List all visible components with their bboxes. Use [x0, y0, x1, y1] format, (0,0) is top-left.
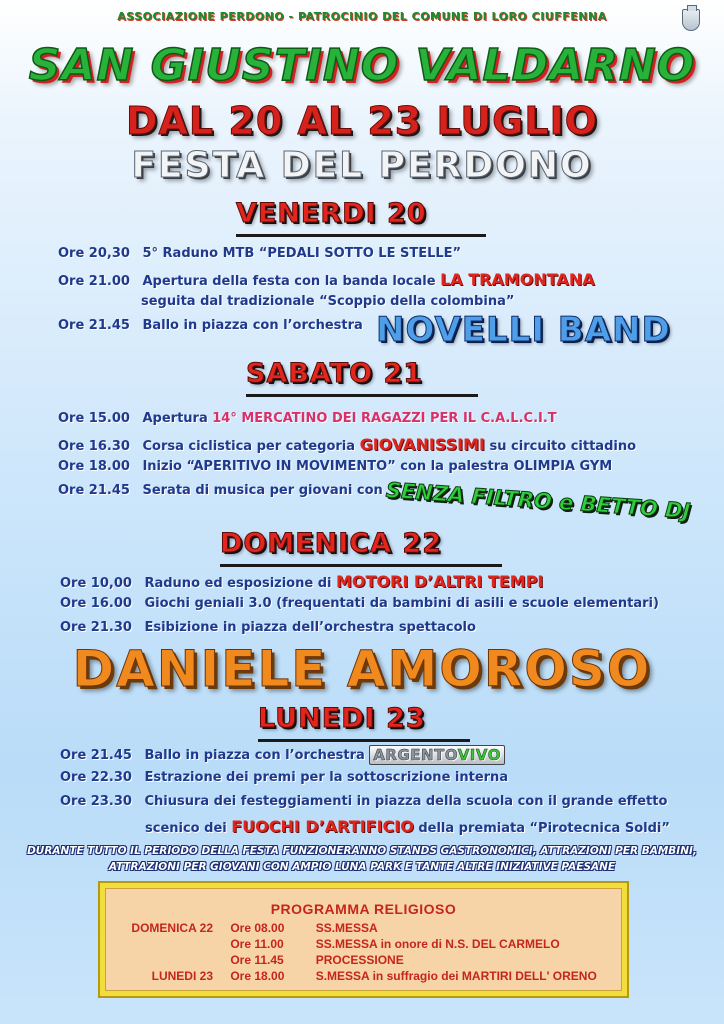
event-text: della premiata “Pirotecnica Soldi”: [413, 821, 670, 836]
day-underline: [236, 234, 486, 237]
notice-line: DURANTE TUTTO IL PERIODO DELLA FESTA FUNZIONERANNO STANDS GASTRONOMICI, ATTRAZIONI PER BAMBINI,: [27, 845, 697, 857]
event-text: Raduno ed esposizione di: [144, 576, 336, 591]
day-underline: [258, 739, 470, 742]
event-row: [60, 620, 476, 635]
event-text: Apertura: [142, 411, 213, 426]
notice-line: ATTRAZIONI PER GIOVANI CON AMPIO LUNA PARK E TANTE ALTRE INIZIATIVE PAESANE: [108, 861, 616, 873]
event-text: Corsa ciclistica per categoria: [142, 439, 360, 454]
event-text: su circuito cittadino: [485, 439, 637, 454]
event-row: [58, 318, 363, 333]
event-row: [60, 572, 543, 591]
event-text: Ballo in piazza con l’orchestra: [142, 318, 363, 333]
event-text: Estrazione dei premi per la sottoscrizione interna: [144, 770, 509, 785]
event-text: Apertura della festa con la banda locale: [142, 274, 441, 289]
event-highlight: GIOVANISSIMI: [359, 435, 485, 454]
event-text: seguita dal tradizionale “Scoppio della colombina”: [141, 294, 515, 309]
event-text: Giochi geniali 3.0 (frequentati da bambini di asili e scuole elementari): [144, 596, 659, 611]
event-text: 5° Raduno MTB “PEDALI SOTTO LE STELLE”: [142, 246, 462, 261]
event-time: Ore 20,30: [58, 246, 130, 261]
event-row: [58, 411, 557, 426]
event-time: Ore 23.30: [60, 794, 132, 809]
daniele-amoroso-logo: DANIELE AMOROSO: [72, 640, 652, 698]
event-row: [60, 794, 667, 809]
event-time: Ore 22.30: [60, 770, 132, 785]
event-row: [58, 483, 383, 498]
town-title: SAN GIUSTINO VALDARNO: [28, 40, 696, 91]
event-highlight: MOTORI D’ALTRI TEMPI: [336, 572, 544, 591]
religious-row: [113, 921, 378, 935]
logo-text: ARGENTO: [373, 746, 458, 764]
religious-time: Ore 08.00: [230, 921, 285, 935]
event-time: Ore 21.45: [60, 747, 132, 763]
religious-day: LUNEDI 23: [151, 969, 213, 983]
religious-text: PROCESSIONE: [315, 953, 404, 967]
religious-time: Ore 11.45: [230, 953, 284, 967]
event-highlight: LA TRAMONTANA: [440, 270, 595, 289]
religious-row: [113, 953, 404, 967]
logo-text: VIVO: [457, 746, 501, 764]
event-row: [60, 596, 659, 611]
day-heading-sabato: SABATO 21: [246, 358, 424, 389]
event-time: Ore 16.30: [58, 439, 130, 454]
religious-time: Ore 11.00: [230, 937, 284, 951]
association-header: ASSOCIAZIONE PERDONO - PATROCINIO DEL COMUNE DI LORO CIUFFENNA: [117, 10, 607, 23]
event-time: Ore 15.00: [58, 411, 130, 426]
event-highlight: 14° MERCATINO DEI RAGAZZI PER IL C.A.L.C.I.T: [212, 411, 557, 426]
event-text: Inizio “APERITIVO IN MOVIMENTO” con la palestra OLIMPIA GYM: [142, 459, 613, 474]
dates-title: DAL 20 AL 23 LUGLIO: [125, 99, 599, 143]
event-time: Ore 21.45: [58, 483, 130, 498]
event-row: [60, 745, 505, 765]
day-heading-venerdi: VENERDI 20: [236, 198, 427, 229]
event-highlight: FUOCHI D’ARTIFICIO: [231, 817, 414, 836]
event-text: Serata di musica per giovani con: [142, 483, 383, 498]
day-underline: [220, 564, 502, 567]
town-crest-icon: [682, 9, 700, 31]
religious-program-title: PROGRAMMA RELIGIOSO: [270, 901, 457, 917]
event-row: [58, 246, 461, 261]
festa-title: FESTA DEL PERDONO: [131, 145, 593, 186]
event-time: Ore 21.30: [60, 620, 132, 635]
event-text: Chiusura dei festeggiamenti in piazza della scuola con il grande effetto: [144, 794, 668, 809]
event-time: Ore 10,00: [60, 576, 132, 591]
religious-text: S.MESSA in suffragio dei MARTIRI DELL' ORENO: [315, 969, 597, 983]
religious-program-box: [100, 883, 627, 996]
event-time: Ore 21.45: [58, 318, 130, 333]
event-time: Ore 21.00: [58, 274, 130, 289]
religious-row: [113, 969, 597, 983]
day-heading-lunedi: LUNEDI 23: [258, 703, 426, 734]
religious-text: SS.MESSA: [315, 921, 378, 935]
event-row: [60, 770, 508, 785]
event-row: [141, 294, 514, 309]
day-heading-domenica: DOMENICA 22: [220, 528, 443, 559]
event-row: [58, 270, 595, 289]
religious-time: Ore 18.00: [230, 969, 285, 983]
event-text: Esibizione in piazza dell’orchestra spettacolo: [144, 620, 476, 635]
event-row: [58, 459, 612, 474]
religious-text: SS.MESSA in onore di N.S. DEL CARMELO: [315, 937, 560, 951]
argento-vivo-logo: [369, 745, 505, 765]
event-row: [145, 817, 670, 836]
event-row: [58, 435, 636, 454]
event-time: Ore 16.00: [60, 596, 132, 611]
religious-day: DOMENICA 22: [131, 921, 213, 935]
day-underline: [246, 394, 478, 397]
event-text: scenico dei: [145, 821, 232, 836]
event-time: Ore 18.00: [58, 459, 130, 474]
novelli-band-logo: NOVELLI BAND: [376, 310, 671, 350]
senza-filtro-logo: SENZA FILTRO e BETTO DJ: [385, 478, 692, 524]
religious-row: [113, 937, 560, 951]
event-text: Ballo in piazza con l’orchestra: [144, 747, 370, 763]
